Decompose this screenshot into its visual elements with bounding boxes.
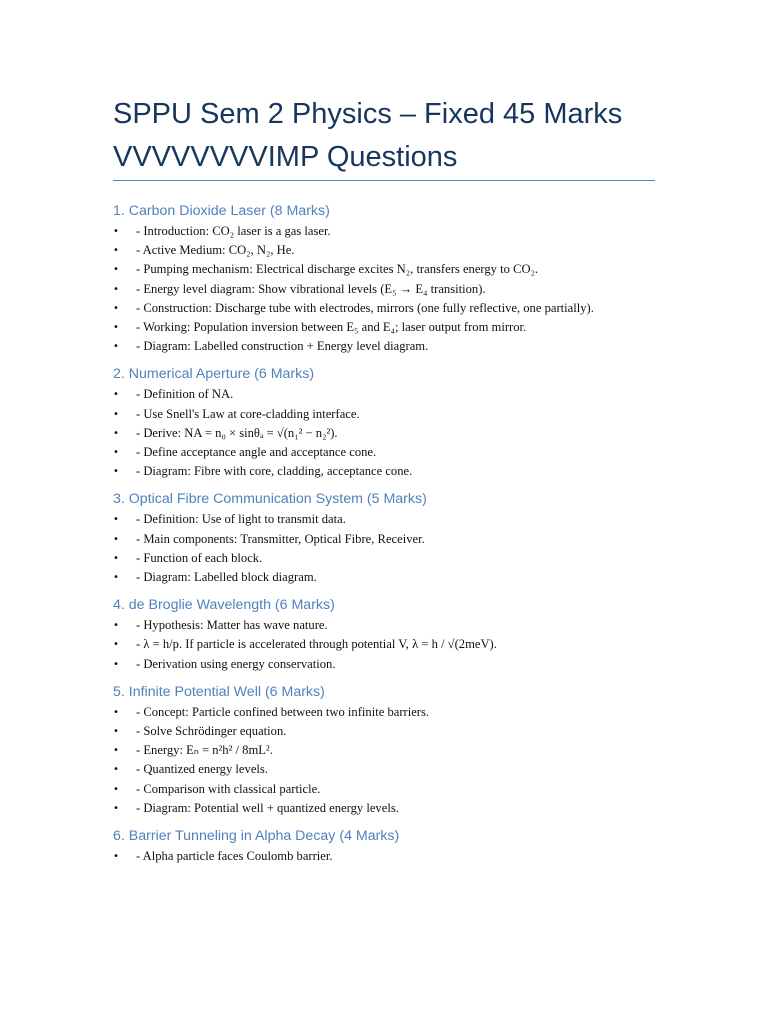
document-title-line-1: SPPU Sem 2 Physics – Fixed 45 Marks [113, 98, 623, 130]
section-6 [113, 825, 673, 866]
section-heading: 6. Barrier Tunneling in Alpha Decay (4 Marks) [113, 828, 400, 845]
list-item-text: - Use Snell's Law at core-cladding interface. [136, 406, 360, 421]
list-item-text: - Working: Population inversion between E₅ and E₄; laser output from mirror. [136, 320, 527, 335]
bullet-icon: • [113, 447, 119, 459]
list-item [113, 241, 673, 260]
list-item-text: - Comparison with classical particle. [136, 781, 321, 796]
list-item-text: - λ = h/p. If particle is accelerated through potential V, λ = h / √(2meV). [136, 637, 497, 652]
bullet-icon: • [113, 706, 119, 718]
list-item [113, 760, 673, 779]
bullet-icon: • [113, 341, 119, 353]
bullet-icon: • [113, 283, 119, 295]
list-item-text: - Concept: Particle confined between two infinite barriers. [136, 704, 430, 719]
list-item [113, 530, 673, 549]
list-item [113, 847, 673, 866]
bullet-list [113, 703, 673, 818]
list-item [113, 655, 673, 674]
section-5 [113, 681, 673, 818]
section-heading: 5. Infinite Potential Well (6 Marks) [113, 683, 325, 700]
list-item [113, 549, 673, 568]
bullet-icon: • [113, 726, 119, 738]
bullet-icon: • [113, 264, 119, 276]
document-body [113, 200, 673, 873]
section-heading: 3. Optical Fibre Communication System (5 Marks) [113, 491, 427, 508]
bullet-icon: • [113, 389, 119, 401]
section-4 [113, 594, 673, 674]
bullet-icon: • [113, 639, 119, 651]
list-item-text: - Solve Schrödinger equation. [136, 724, 287, 739]
list-item [113, 703, 673, 722]
bullet-icon: • [113, 552, 119, 564]
document-title-line-2: VVVVVVVVIMP Questions [113, 141, 458, 173]
list-item-text: - Pumping mechanism: Electrical discharge excites N₂, transfers energy to CO₂. [136, 262, 539, 277]
list-item [113, 462, 673, 481]
bullet-icon: • [113, 466, 119, 478]
section-heading: 2. Numerical Aperture (6 Marks) [113, 366, 315, 383]
list-item [113, 405, 673, 424]
list-item-text: - Hypothesis: Matter has wave nature. [136, 618, 328, 633]
bullet-icon: • [113, 745, 119, 757]
document-title [113, 93, 673, 179]
list-item-text: - Alpha particle faces Coulomb barrier. [136, 849, 333, 864]
bullet-icon: • [113, 572, 119, 584]
bullet-list [113, 222, 673, 356]
section-heading: 1. Carbon Dioxide Laser (8 Marks) [113, 203, 330, 219]
list-item-text: - Derive: NA = n₀ × sinθₐ = √(n₁² − n₂²). [136, 425, 338, 440]
list-item [113, 318, 673, 337]
bullet-icon: • [113, 851, 119, 863]
section-3 [113, 488, 673, 587]
list-item [113, 568, 673, 587]
list-item-text: - Main components: Transmitter, Optical Fibre, Receiver. [136, 531, 425, 546]
bullet-icon: • [113, 302, 119, 314]
list-item [113, 741, 673, 760]
list-item [113, 780, 673, 799]
list-item-text: - Diagram: Fibre with core, cladding, acceptance cone. [136, 464, 413, 479]
bullet-icon: • [113, 802, 119, 814]
bullet-icon: • [113, 514, 119, 526]
bullet-icon: • [113, 658, 119, 670]
bullet-icon: • [113, 764, 119, 776]
section-1 [113, 200, 673, 356]
bullet-icon: • [113, 408, 119, 420]
list-item-text: - Define acceptance angle and acceptance cone. [136, 445, 377, 460]
bullet-icon: • [113, 245, 119, 257]
list-item [113, 799, 673, 818]
list-item-text: - Definition: Use of light to transmit data. [136, 512, 346, 527]
list-item-text: - Energy: Eₙ = n²h² / 8mL². [136, 743, 273, 758]
bullet-icon: • [113, 427, 119, 439]
bullet-icon: • [113, 533, 119, 545]
bullet-list [113, 616, 673, 674]
list-item-text: - Definition of NA. [136, 387, 234, 402]
bullet-list [113, 847, 673, 866]
list-item-text: - Quantized energy levels. [136, 762, 268, 777]
list-item-text: - Diagram: Labelled block diagram. [136, 570, 317, 585]
list-item-text: - Energy level diagram: Show vibrational levels (E₅ → E₄ transition). [136, 281, 486, 296]
list-item [113, 616, 673, 635]
bullet-list [113, 510, 673, 587]
list-item-text: - Function of each block. [136, 550, 263, 565]
bullet-icon: • [113, 620, 119, 632]
list-item [113, 722, 673, 741]
list-item-text: - Diagram: Potential well + quantized energy levels. [136, 800, 399, 815]
list-item [113, 635, 673, 654]
list-item [113, 299, 673, 318]
list-item [113, 424, 673, 443]
bullet-list [113, 385, 673, 481]
list-item [113, 222, 673, 241]
list-item-text: - Construction: Discharge tube with electrodes, mirrors (one fully reflective, one partially). [136, 300, 594, 315]
list-item-text: - Introduction: CO₂ laser is a gas laser. [136, 224, 331, 238]
list-item [113, 337, 673, 356]
section-2 [113, 363, 673, 481]
list-item-text: - Active Medium: CO₂, N₂, He. [136, 243, 295, 258]
section-heading: 4. de Broglie Wavelength (6 Marks) [113, 597, 335, 614]
list-item [113, 260, 673, 279]
list-item [113, 280, 673, 299]
bullet-icon: • [113, 226, 119, 237]
list-item-text: - Derivation using energy conservation. [136, 656, 336, 671]
list-item [113, 510, 673, 529]
list-item [113, 443, 673, 462]
list-item-text: - Diagram: Labelled construction + Energy level diagram. [136, 339, 429, 354]
title-underline [113, 180, 655, 181]
bullet-icon: • [113, 322, 119, 334]
list-item [113, 385, 673, 404]
bullet-icon: • [113, 783, 119, 795]
